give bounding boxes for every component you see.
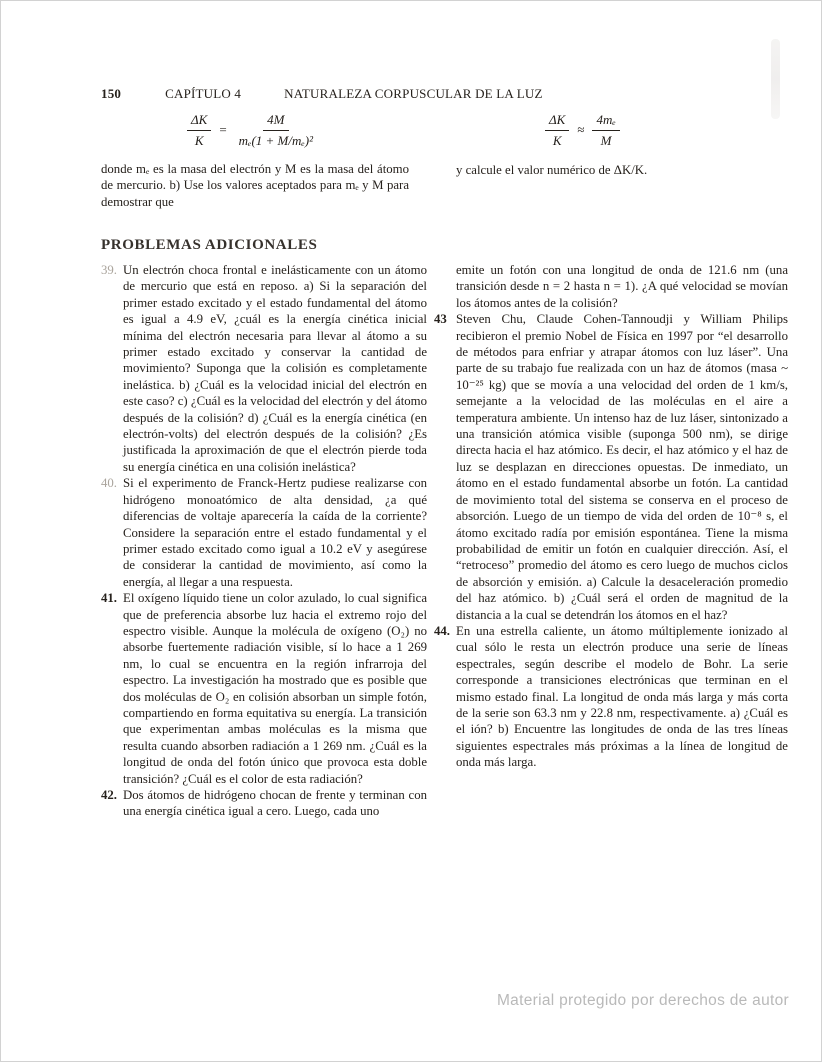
problem-text: En una estrella caliente, un átomo múltiplemente ionizado al cual sólo le resta un electrón produce una serie de líneas espectrales, según describe el modelo de Bohr. La serie corresponde a transiciones electrónicas que terminan en el mismo estado final. La longitud de onda más larga y más corta de la serie son 63.3 nm y 22.8 nm, respectivamente. a) ¿Cuál es el ión? b) Encuentre las longitudes de onda de las tres líneas siguientes espectrales más próximas a la línea de longitud de onda más larga. (456, 623, 788, 770)
fraction-lhs (545, 111, 569, 149)
fraction-denominator: K (552, 133, 562, 148)
problem-number: 39. (101, 263, 117, 277)
problem-item-44 (434, 623, 788, 771)
problem-text: Dos átomos de hidrógeno chocan de frente y terminan con una energía cinética igual a cero. Luego, cada uno (123, 788, 427, 819)
problems-column-right (434, 262, 788, 771)
approx-sign: ≈ (577, 122, 585, 137)
fraction-rhs (592, 111, 619, 149)
equation-delta-k-approx (541, 111, 624, 149)
problem-item-41 (101, 590, 427, 787)
page-header (101, 86, 791, 102)
problem-item-40 (101, 475, 427, 590)
fraction-numerator: 4M (263, 111, 288, 131)
problem-text: El oxígeno líquido tiene un color azulado, lo cual significa que de preferencia absorbe luz hacia el extremo rojo del espectro visible. Aunque la molécula de oxígeno (O₂) no absorbe fuertemente radiación visible, sí lo hace a 1 269 nm, lo cual se encuentra en la región infrarroja del espectro. La investigación ha mostrado que es posible que dos moléculas de O₂ en colisión absorban un simple fotón, compartiendo en forma equitativa su energía. La transición que experimentan ambas moléculas es la misma que resulta cuando absorben radiación a 1 269 nm. ¿Cuál es la longitud de onda del fotón único que provoca esta doble transición? ¿Cuál es el color de esta radiación? (123, 591, 427, 786)
section-heading: PROBLEMAS ADICIONALES (101, 237, 318, 253)
fraction-denominator: M (600, 133, 612, 148)
intro-paragraph-right: y calcule el valor numérico de ΔK/K. (456, 163, 648, 177)
fraction-lhs (187, 111, 211, 149)
copyright-notice: Material protegido por derechos de autor (496, 992, 789, 1009)
intro-paragraph-left: donde mₑ es la masa del electrón y M es la masa del átomo de mercurio. b) Use los valores aceptados para mₑ y M para demostrar que (101, 162, 409, 209)
problem-text: emite un fotón con una longitud de onda de 121.6 nm (una transición desde n = 2 hasta n = 1). ¿A qué velocidad se movían los átomos antes de la colisión? (456, 263, 788, 310)
page-number: 150 (101, 86, 122, 101)
problem-text: Steven Chu, Claude Cohen-Tannoudji y William Philips recibieron el premio Nobel de Física en 1997 por “el desarrollo de métodos para enfriar y atrapar átomos con luz láser”. Una parte de su trabajo fue realizada con un haz de átomos (masa ~ 10⁻²⁵ kg) que se movía a una velocidad del orden de 1 km/s, semejante a la velocidad de las moléculas en el aire a temperatura ambiente. Un intenso haz de luz láser, sintonizado a una transición atómica visible (suponga 500 nm), se dirige directa hacia el haz atómico. Es decir, el haz atómico y el haz de luz se desplazan en direcciones opuestas. De inmediato, un átomo en el estado fundamental absorbe un fotón. La cantidad de movimiento total del sistema se conserva en el proceso de absorción. Luego de un tiempo de vida del orden de 10⁻⁸ s, el átomo excitado radía por emisión espontánea. Tiene la misma probabilidad de emitir un fotón en cualquier dirección. Así, el “retroceso” promedio del átomo es cero luego de muchos ciclos de absorción y emisión. a) Calcule la desaceleración promedio del haz atómico. b) ¿Cuál será el orden de magnitud de la distancia a la cual se detendrán los átomos en el haz? (456, 312, 788, 622)
scan-smudge-artifact (771, 39, 780, 119)
problem-text: Si el experimento de Franck-Hertz pudiese realizarse con hidrógeno monoatómico de alta densidad, ¿a qué diferencias de voltaje aparecería la caída de la corriente? Considere la separación entre el estado fundamental y el primer estado excitado como igual a 10.2 eV y asegúrese de considerar la cantidad de movimiento, así como la energía, al llegar a una respuesta. (123, 476, 427, 589)
problem-number (434, 262, 456, 311)
fraction-numerator: 4mₑ (592, 111, 619, 131)
fraction-rhs (235, 111, 317, 149)
fraction-numerator: ΔK (187, 111, 211, 131)
equals-sign: = (219, 122, 227, 137)
problem-number: 42. (101, 788, 117, 802)
problems-column-left (101, 262, 427, 820)
problem-number: 44. (434, 623, 450, 638)
problem-item-42-continuation (434, 262, 788, 311)
problem-item-42 (101, 787, 427, 820)
problem-number: 43 (434, 312, 447, 327)
problem-number: 40. (101, 476, 117, 491)
problem-number: 41. (101, 591, 117, 606)
chapter-label: CAPÍTULO 4 (165, 86, 242, 101)
problem-item-39 (101, 262, 427, 475)
problem-item-43 (434, 311, 788, 623)
chapter-title: NATURALEZA CORPUSCULAR DE LA LUZ (284, 86, 543, 101)
problem-text: Un electrón choca frontal e inelásticamente con un átomo de mercurio que está en reposo. a) Si la separación del primer estado excitado y el estado fundamental del átomo es igual a 4.9 eV, ¿cuál es la energía cinética inicial mínima del electrón necesaria para llevar al átomo a su primer estado excitado y conservar la cantidad de movimiento? Suponga que la colisión es completamente inelástica. b) ¿Cuál es la velocidad inicial del electrón en este caso? c) ¿Cuál es la velocidad del electrón y del átomo después de la colisión? d) ¿Cuál es la energía cinética (en electrón-volts) del electrón después de la colisión? ¿Es justificada la aproximación de que el electrón pierde toda su energía cinética en una colisión inelástica? (123, 263, 427, 474)
fraction-denominator: K (194, 133, 204, 148)
fraction-denominator: mₑ(1 + M/mₑ)² (238, 133, 314, 148)
fraction-numerator: ΔK (545, 111, 569, 131)
equation-delta-k-exact (183, 111, 321, 149)
